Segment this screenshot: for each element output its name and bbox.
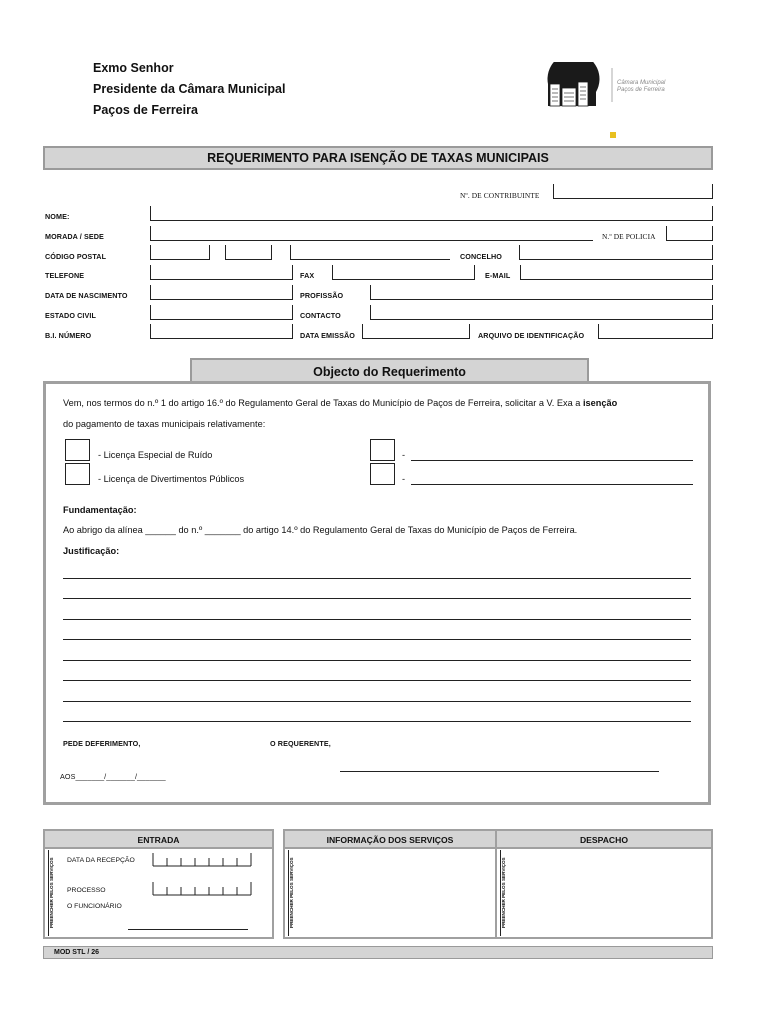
- despacho-box: [495, 829, 713, 939]
- contribuinte-label: Nº. DE CONTRIBUINTE: [460, 191, 540, 200]
- other-option-checkbox-2[interactable]: [370, 463, 395, 485]
- arquivo-label: ARQUIVO DE IDENTIFICAÇÃO: [478, 331, 585, 340]
- funcionario-label: O FUNCIONÁRIO: [67, 903, 122, 910]
- codigo-postal-field-1[interactable]: [150, 245, 210, 260]
- telefone-field[interactable]: [150, 265, 293, 280]
- funcionario-signature-line[interactable]: [128, 929, 248, 930]
- form-title: REQUERIMENTO PARA ISENÇÃO DE TAXAS MUNICIPAIS: [43, 146, 713, 170]
- other-option-line-1[interactable]: [411, 460, 693, 461]
- intro-text: [63, 398, 703, 408]
- form-code: MOD STL / 26: [43, 946, 713, 959]
- licenca-divertimentos-label: - Licença de Divertimentos Públicos: [98, 474, 245, 484]
- entrada-vertical-label: PREENCHER PELOS SERVIÇOS: [48, 850, 56, 936]
- municipal-logo-icon: [540, 62, 680, 142]
- fax-label: FAX: [300, 271, 315, 280]
- email-field[interactable]: [520, 265, 713, 280]
- bi-numero-field[interactable]: [150, 324, 293, 339]
- licenca-divertimentos-checkbox[interactable]: [65, 463, 90, 485]
- bi-numero-label: B.I. NÚMERO: [45, 331, 92, 340]
- addressee-line-2: Presidente da Câmara Municipal: [93, 82, 286, 96]
- arquivo-field[interactable]: [598, 324, 713, 339]
- estado-civil-label: ESTADO CIVIL: [45, 311, 96, 320]
- requerente-label: O REQUERENTE,: [270, 739, 331, 748]
- municipal-logo: [540, 62, 680, 142]
- data-emissao-field[interactable]: [362, 324, 470, 339]
- despacho-vertical-label: PREENCHER PELOS SERVIÇOS: [500, 850, 508, 936]
- codigo-postal-field-2[interactable]: [225, 245, 272, 260]
- profissao-field[interactable]: [370, 285, 713, 300]
- justificacao-line[interactable]: [63, 701, 691, 702]
- informacao-vertical-label: PREENCHER PELOS SERVIÇOS: [288, 850, 296, 936]
- justificacao-line[interactable]: [63, 639, 691, 640]
- concelho-field[interactable]: [519, 245, 713, 260]
- email-label: E-MAIL: [485, 271, 511, 280]
- other-option-dash-1: -: [402, 450, 406, 460]
- morada-label: MORADA / SEDE: [45, 232, 104, 241]
- telefone-label: TELEFONE: [45, 271, 85, 280]
- informacao-box: [283, 829, 497, 939]
- entrada-header: ENTRADA: [45, 831, 272, 849]
- object-section-title: Objecto do Requerimento: [190, 358, 589, 382]
- informacao-header: INFORMAÇÃO DOS SERVIÇOS: [285, 831, 495, 849]
- intro-text-part-1: Vem, nos termos do n.º 1 do artigo 16.º do Regulamento Geral de Taxas do Município de Paços de Ferreira, solicitar a V. Exa a: [63, 398, 583, 408]
- other-option-dash-2: -: [402, 474, 406, 484]
- justificacao-label: Justificação:: [63, 546, 120, 556]
- logo-name-line-1: Câmara Municipal: [617, 80, 666, 86]
- licenca-ruido-checkbox[interactable]: [65, 439, 90, 461]
- nome-label: NOME:: [45, 212, 70, 221]
- justificacao-line[interactable]: [63, 680, 691, 681]
- justificacao-line[interactable]: [63, 619, 691, 620]
- policia-field[interactable]: [666, 226, 713, 241]
- addressee-line-1: Exmo Senhor: [93, 61, 174, 75]
- addressee-line-3: Paços de Ferreira: [93, 103, 198, 117]
- data-recepcao-label: DATA DA RECEPÇÃO: [67, 857, 135, 864]
- justificacao-line[interactable]: [63, 598, 691, 599]
- fundamentacao-text: Ao abrigo da alínea ______ do n.º _______ do artigo 14.º do Regulamento Geral de Taxas do Município de Paços de Ferreira.: [63, 525, 578, 535]
- localidade-field[interactable]: [290, 245, 450, 260]
- other-option-line-2[interactable]: [411, 484, 693, 485]
- justificacao-line[interactable]: [63, 578, 691, 579]
- licenca-ruido-label: - Licença Especial de Ruído: [98, 450, 213, 460]
- concelho-label: CONCELHO: [460, 252, 502, 261]
- despacho-header: DESPACHO: [497, 831, 711, 849]
- justificacao-line[interactable]: [63, 721, 691, 722]
- morada-field[interactable]: [150, 226, 593, 241]
- fundamentacao-label: Fundamentação:: [63, 505, 137, 515]
- processo-field[interactable]: [152, 882, 252, 896]
- estado-civil-field[interactable]: [150, 305, 293, 320]
- requerente-signature-line[interactable]: [340, 771, 659, 772]
- nome-field[interactable]: [150, 206, 713, 221]
- logo-name-line-2: Paços de Ferreira: [617, 87, 665, 93]
- logo-text: [617, 80, 665, 94]
- intro-text-isencao: isenção: [582, 398, 618, 408]
- pede-deferimento: PEDE DEFERIMENTO,: [63, 739, 141, 748]
- policia-label: N.º DE POLICIA: [602, 232, 656, 241]
- fax-field[interactable]: [332, 265, 475, 280]
- profissao-label: PROFISSÃO: [300, 291, 344, 300]
- justificacao-line[interactable]: [63, 660, 691, 661]
- contacto-field[interactable]: [370, 305, 713, 320]
- processo-label: PROCESSO: [67, 887, 106, 894]
- contacto-label: CONTACTO: [300, 311, 341, 320]
- contribuinte-field[interactable]: [553, 184, 713, 199]
- data-nascimento-label: DATA DE NASCIMENTO: [45, 291, 128, 300]
- codigo-postal-label: CÓDIGO POSTAL: [45, 252, 107, 261]
- data-recepcao-field[interactable]: [152, 853, 252, 867]
- other-option-checkbox-1[interactable]: [370, 439, 395, 461]
- data-emissao-label: DATA EMISSÃO: [300, 331, 355, 340]
- intro-text-line-2: do pagamento de taxas municipais relativamente:: [63, 419, 266, 429]
- aos-date: AOS_______/_______/_______: [60, 772, 166, 781]
- data-nascimento-field[interactable]: [150, 285, 293, 300]
